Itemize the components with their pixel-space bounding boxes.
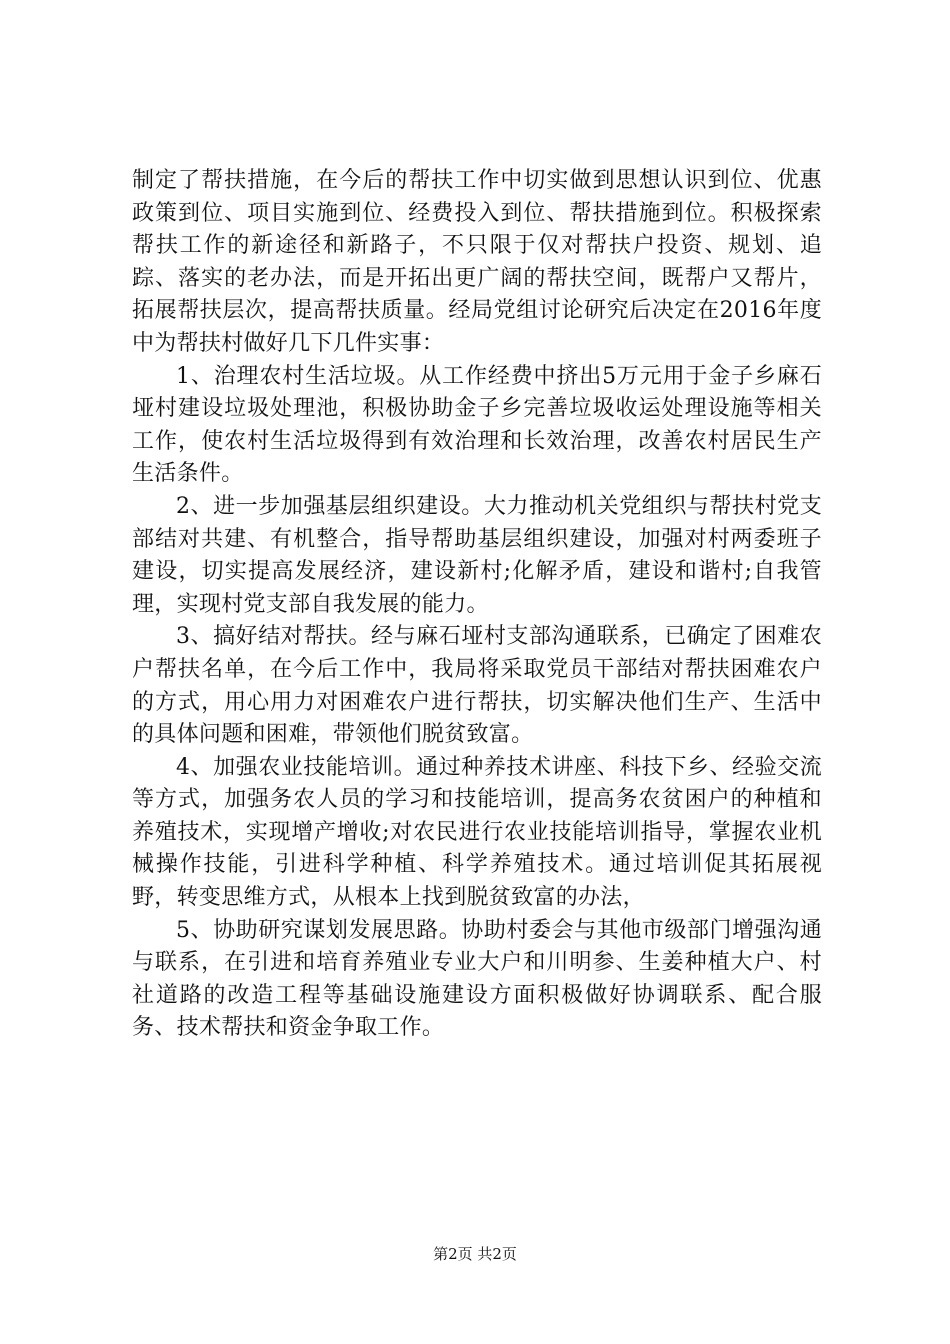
page-footer <box>0 1244 950 1264</box>
document-body <box>132 165 822 1045</box>
page-total: 共2页 <box>477 1245 517 1263</box>
page-number: 第2页 <box>433 1245 473 1263</box>
paragraph-item-2: 2、进一步加强基层组织建设。大力推动机关党组织与帮扶村党支部结对共建、有机整合，指导帮助基层组织建设，加强对村两委班子建设，切实提高发展经济，建设新村;化解矛盾，建设和谐村;自我管理，实现村党支部自我发展的能力。 <box>132 493 822 617</box>
paragraph-item-4: 4、加强农业技能培训。通过种养技术讲座、科技下乡、经验交流等方式，加强务农人员的学习和技能培训，提高务农贫困户的种植和养殖技术，实现增产增收;对农民进行农业技能培训指导，掌握农业机械操作技能，引进科学种植、科学养殖技术。通过培训促其拓展视野，转变思维方式，从根本上找到脱贫致富的办法， <box>132 754 822 911</box>
paragraph-item-3: 3、搞好结对帮扶。经与麻石垭村支部沟通联系，已确定了困难农户帮扶名单，在今后工作中，我局将采取党员干部结对帮扶困难农户的方式，用心用力对困难农户进行帮扶，切实解决他们生产、生活中的具体问题和困难，带领他们脱贫致富。 <box>132 624 822 748</box>
paragraph-intro: 制定了帮扶措施，在今后的帮扶工作中切实做到思想认识到位、优惠政策到位、项目实施到位、经费投入到位、帮扶措施到位。积极探索帮扶工作的新途径和新路子，不只限于仅对帮扶户投资、规划、追踪、落实的老办法，而是开拓出更广阔的帮扶空间，既帮户又帮片，拓展帮扶层次，提高帮扶质量。经局党组讨论研究后决定在2016年度中为帮扶村做好几下几件实事： <box>132 168 822 356</box>
paragraph-item-5: 5、协助研究谋划发展思路。协助村委会与其他市级部门增强沟通与联系，在引进和培育养殖业专业大户和川明参、生姜种植大户、村社道路的改造工程等基础设施建设方面积极做好协调联系、配合服务、技术帮扶和资金争取工作。 <box>132 917 822 1041</box>
paragraph-item-1: 1、治理农村生活垃圾。从工作经费中挤出5万元用于金子乡麻石垭村建设垃圾处理池，积极协助金子乡完善垃圾收运处理设施等相关工作，使农村生活垃圾得到有效治理和长效治理，改善农村居民生产生活条件。 <box>132 363 822 487</box>
